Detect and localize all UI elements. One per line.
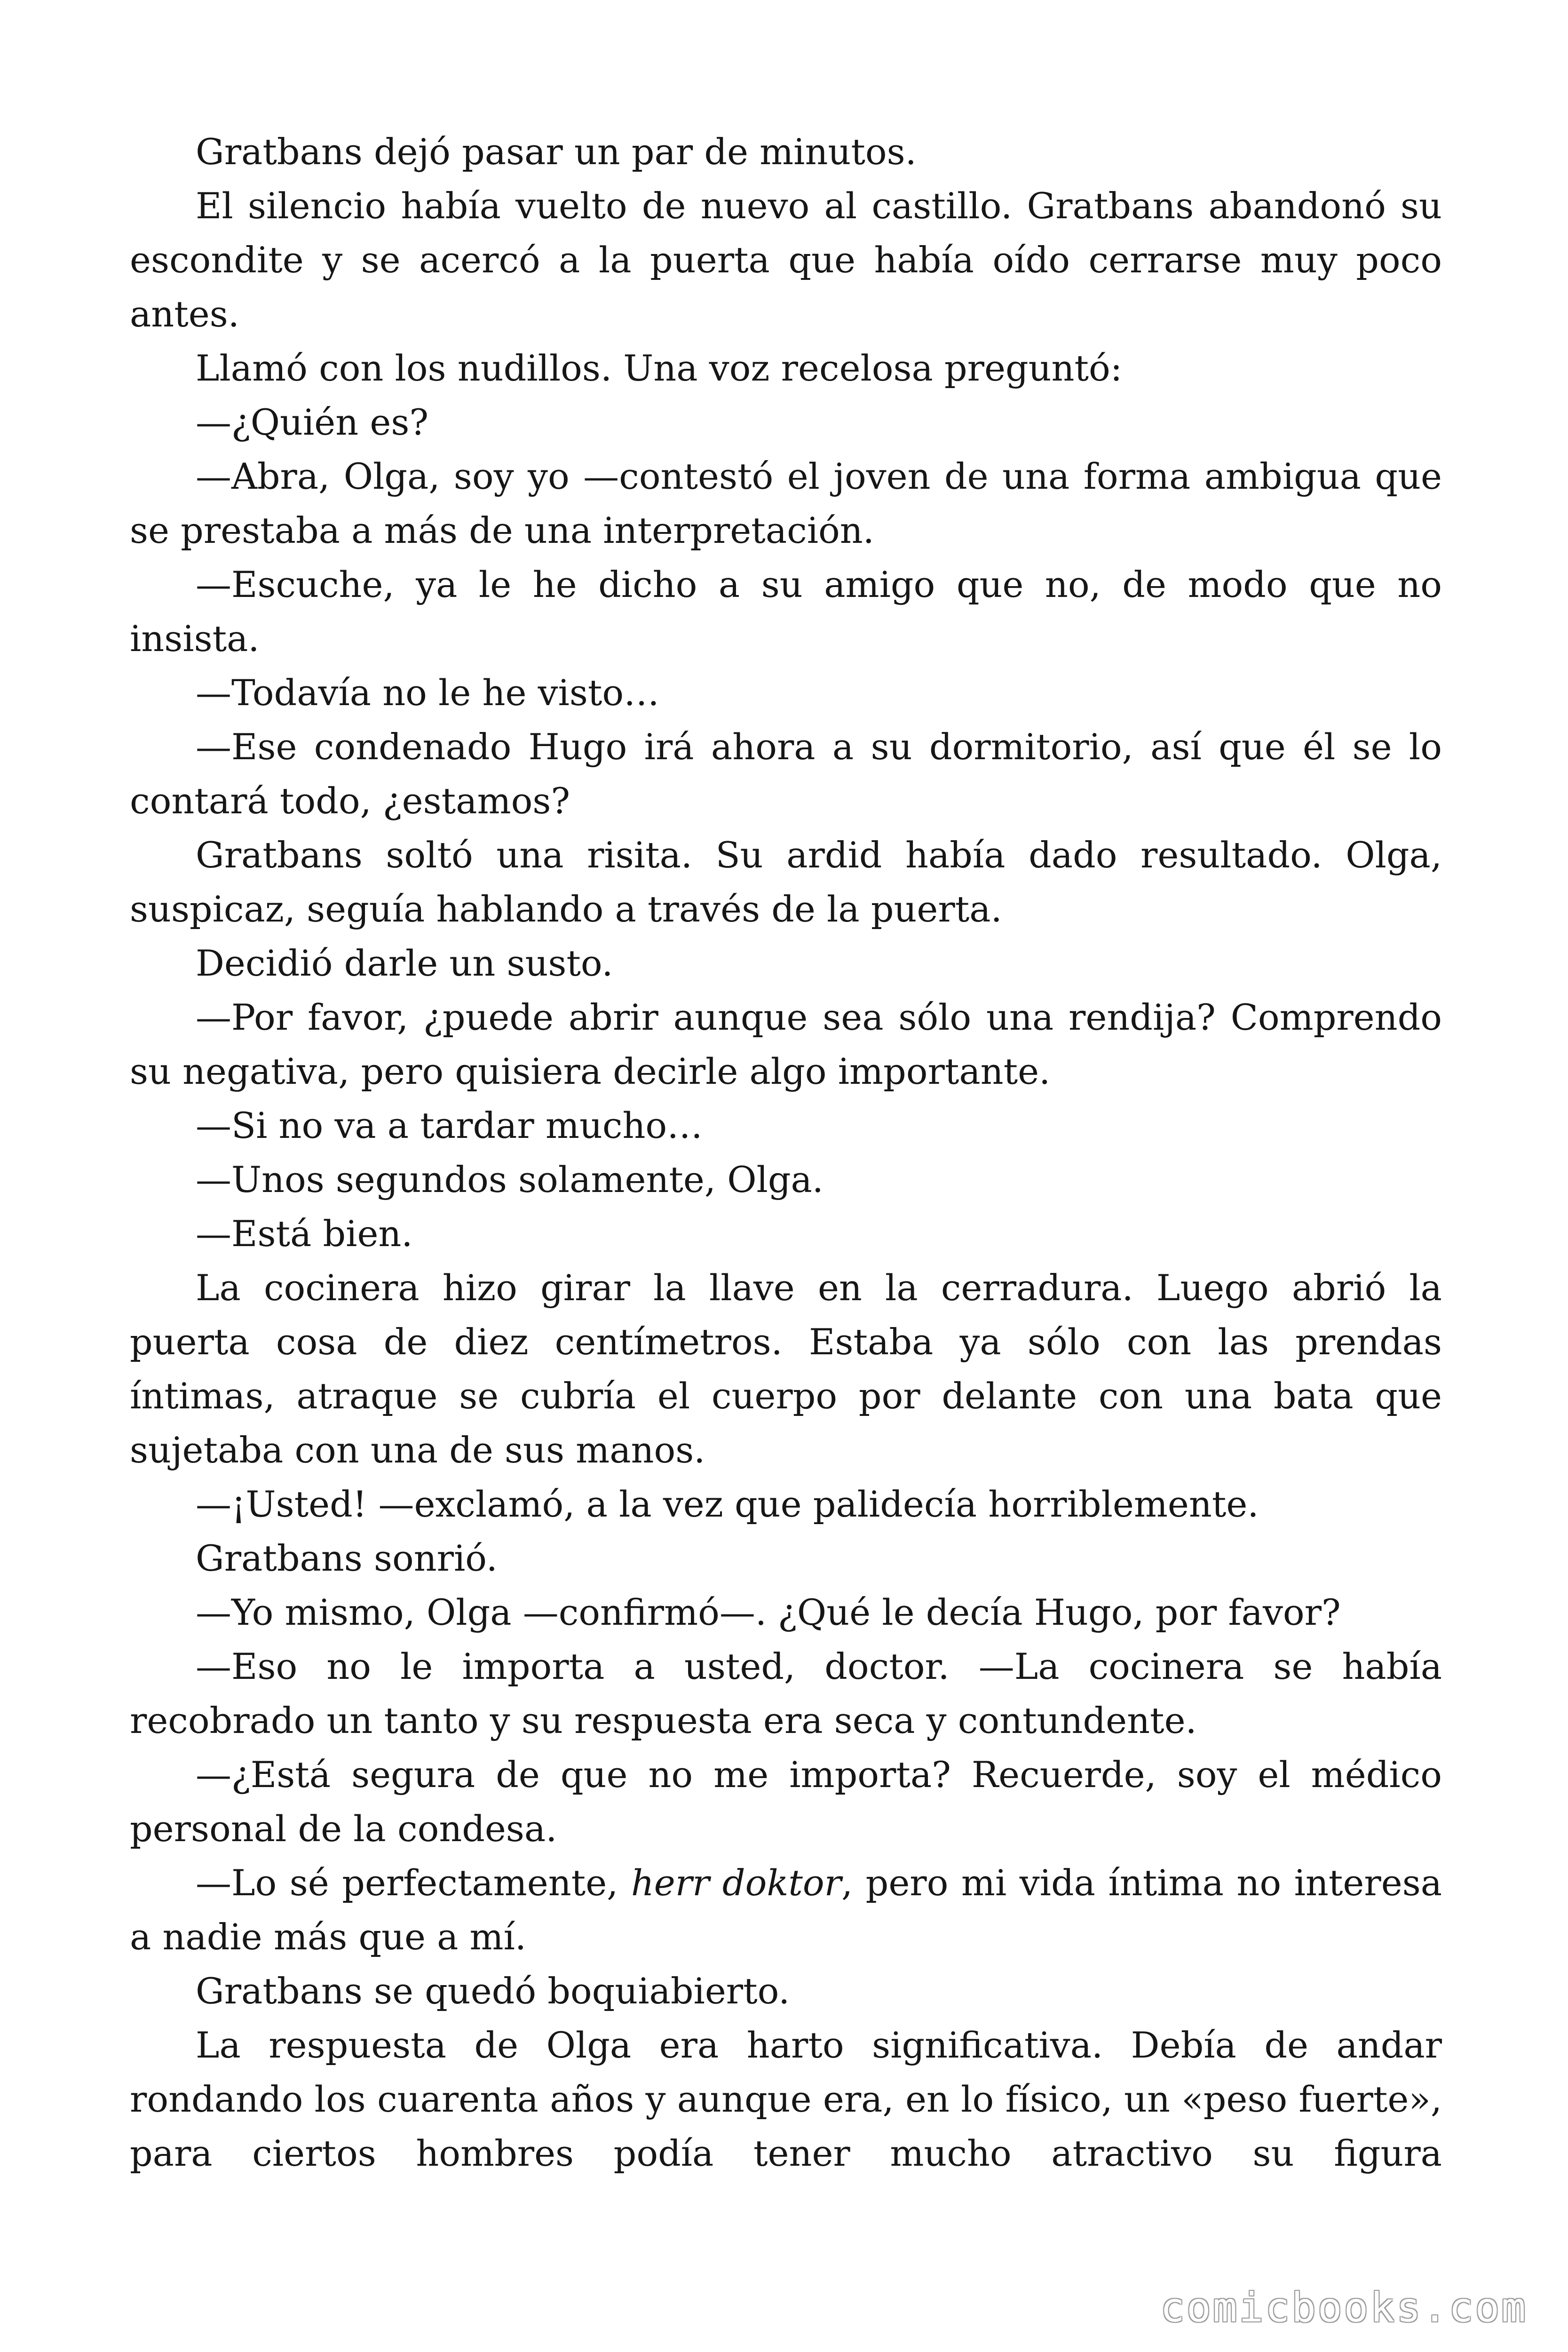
paragraph: Gratbans se quedó boquiabierto.	[196, 1970, 790, 2012]
paragraph: Decidió darle un susto.	[196, 942, 613, 984]
paragraph: —Todavía no le he visto…	[196, 672, 660, 714]
paragraph: —Escuche, ya le he dicho a su amigo que no, de modo que no insista.	[130, 564, 1442, 660]
paragraph: —Eso no le importa a usted, doctor. —La cocinera se había recobrado un tanto y su respuesta era seca y contundente.	[130, 1645, 1442, 1741]
watermark: comicbooks.com	[1160, 2284, 1528, 2331]
paragraph: —Ese condenado Hugo irá ahora a su dormitorio, así que él se lo contará todo, ¿estamos?	[130, 726, 1442, 822]
paragraph: Llamó con los nudillos. Una voz recelosa preguntó:	[196, 347, 1123, 389]
paragraph	[130, 1856, 1442, 1964]
paragraph-text: —Lo sé perfectamente,	[196, 1862, 631, 1904]
paragraph: —¿Está segura de que no me importa? Recuerde, soy el médico personal de la condesa.	[130, 1754, 1442, 1850]
paragraph: —¡Usted! —exclamó, a la vez que palidecía horriblemente.	[196, 1483, 1259, 1525]
paragraph: Gratbans dejó pasar un par de minutos.	[196, 131, 917, 173]
paragraph: La cocinera hizo girar la llave en la cerradura. Luego abrió la puerta cosa de diez centímetros. Estaba ya sólo con las prendas íntimas, atraque se cubría el cuerpo por delante con una bata que sujetaba con una de sus manos.	[130, 1267, 1442, 1471]
paragraph: —Unos segundos solamente, Olga.	[196, 1159, 824, 1200]
paragraph: —Por favor, ¿puede abrir aunque sea sólo una rendija? Comprendo su negativa, pero quisiera decirle algo importante.	[130, 996, 1442, 1092]
paragraph: Gratbans soltó una risita. Su ardid había dado resultado. Olga, suspicaz, seguía hablando a través de la puerta.	[130, 834, 1442, 930]
paragraph: La respuesta de Olga era harto significativa. Debía de andar rondando los cuarenta años y aunque era, en lo físico, un «peso fuerte», para ciertos hombres podía tener mucho atractivo su figura	[130, 2024, 1442, 2174]
italic-phrase: herr doktor	[631, 1862, 842, 1904]
paragraph: —Está bien.	[196, 1213, 413, 1255]
page-body	[130, 125, 1442, 2180]
paragraph: —Yo mismo, Olga —confirmó—. ¿Qué le decía Hugo, por favor?	[196, 1591, 1341, 1633]
paragraph: Gratbans sonrió.	[196, 1537, 498, 1579]
paragraph-text: , pero mi vida íntima no interesa a nadie más que a mí.	[130, 1862, 1442, 1958]
paragraph: —Abra, Olga, soy yo —contestó el joven de una forma ambigua que se prestaba a más de una interpretación.	[130, 455, 1442, 551]
paragraph: —¿Quién es?	[196, 401, 429, 443]
paragraph: El silencio había vuelto de nuevo al castillo. Gratbans abandonó su escondite y se acercó a la puerta que había oído cerrarse muy poco antes.	[130, 185, 1442, 335]
paragraph: —Si no va a tardar mucho…	[196, 1104, 703, 1146]
